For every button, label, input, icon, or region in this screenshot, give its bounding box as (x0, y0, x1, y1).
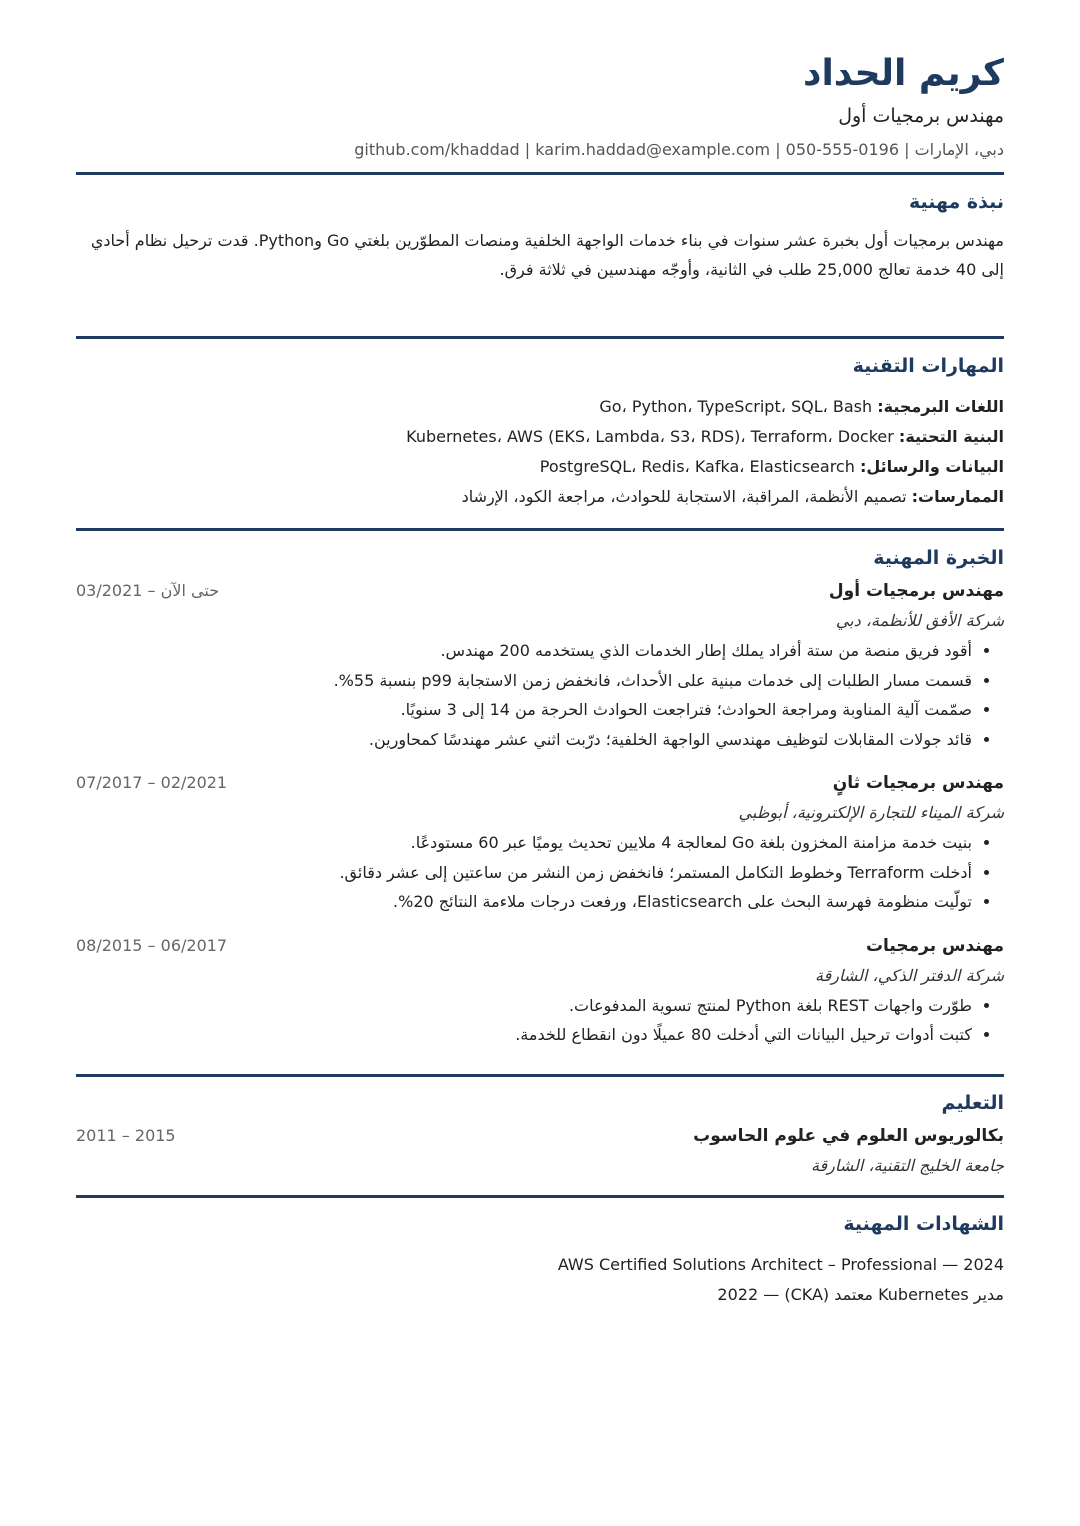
job-entry (76, 576, 1004, 754)
job-company: شركة الميناء للتجارة الإلكترونية، أبوظبي (738, 803, 1004, 822)
certifications-section (76, 1210, 1004, 1310)
job-dates: 08/2015 – 06/2017 (76, 935, 228, 955)
skill-line-infrastructure (76, 422, 1004, 452)
list-item: • بنيت خدمة مزامنة المخزون بلغة Go لمعالجة 4 ملايين تحديث يوميًا عبر 60 مستودعًا. (76, 828, 972, 858)
skill-label: اللغات البرمجية: (877, 397, 1004, 416)
certifications-heading: الشهادات المهنية (843, 1212, 1004, 1235)
job-bullets (76, 828, 1004, 917)
skill-line-languages (76, 392, 1004, 422)
resume-header (76, 50, 1004, 162)
section-divider (76, 172, 1004, 175)
skills-heading: المهارات التقنية (852, 355, 1004, 377)
summary-heading: نبذة مهنية (908, 191, 1004, 213)
list-item: • تولّيت منظومة فهرسة البحث على Elasticsearch، ورفعت درجات ملاءمة النتائج 20%. (76, 887, 972, 917)
section-divider (76, 1074, 1004, 1077)
education-heading: التعليم (941, 1091, 1004, 1114)
skill-line-practices (76, 482, 1004, 512)
skill-value: Go، Python، TypeScript، SQL، Bash (599, 397, 873, 416)
job-bullets (76, 991, 1004, 1050)
contact-line: دبي، الإمارات | github.com/khaddad | karim.haddad@example.com | 050-555-0196 (354, 140, 1004, 159)
job-entry (76, 931, 1004, 1050)
list-item: • قائد جولات المقابلات لتوظيف مهندسي الواجهة الخلفية؛ درّبت اثني عشر مهندسًا كمحاورين. (76, 725, 972, 755)
list-item: • قسمت مسار الطلبات إلى خدمات مبنية على الأحداث، فانخفض زمن الاستجابة p99 بنسبة 55%. (76, 666, 972, 696)
candidate-name: كريم الحداد (802, 53, 1004, 94)
degree-title: بكالوريوس العلوم في علوم الحاسوب (693, 1125, 1004, 1146)
skills-section (76, 352, 1004, 512)
job-title: مهندس برمجيات أول (828, 581, 1004, 601)
list-item: • أقود فريق منصة من ستة أفراد يملك إطار الخدمات الذي يستخدمه 200 مهندس. (76, 636, 972, 666)
summary-section (76, 188, 1004, 284)
job-company: شركة الدفتر الذكي، الشارقة (815, 965, 1004, 985)
job-bullets (76, 636, 1004, 754)
list-item: • كتبت أدوات ترحيل البيانات التي أدخلت 80 عميلًا دون انقطاع للخدمة. (76, 1020, 972, 1050)
candidate-title: مهندس برمجيات أول (838, 105, 1004, 127)
skill-value: PostgreSQL، Redis، Kafka، Elasticsearch (539, 457, 855, 476)
education-dates: 2011 – 2015 (76, 1125, 176, 1145)
school-name: جامعة الخليج التقنية، الشارقة (810, 1155, 1004, 1175)
experience-section (76, 544, 1004, 1050)
skill-value: Kubernetes، AWS (EKS، Lambda، S3، RDS)، Terraform، Docker (406, 427, 894, 446)
section-divider (76, 528, 1004, 531)
skill-label: البيانات والرسائل: (859, 457, 1004, 476)
skill-value: تصميم الأنظمة، المراقبة، الاستجابة للحوادث، مراجعة الكود، الإرشاد (461, 487, 907, 506)
list-item: • أدخلت Terraform وخطوط التكامل المستمر؛ فانخفض زمن النشر من ساعتين إلى عشر دقائق. (76, 858, 972, 888)
job-title: مهندس برمجيات ثانٍ (832, 773, 1004, 793)
job-title: مهندس برمجيات (865, 935, 1004, 956)
skill-label: البنية التحتية: (898, 427, 1004, 446)
certification-item: مدير Kubernetes معتمد (CKA) — 2022 (717, 1284, 1004, 1304)
summary-text: مهندس برمجيات أول بخبرة عشر سنوات في بناء خدمات الواجهة الخلفية ومنصات المطوّرين بلغتي Go وPython. قدت ترحيل نظام أحادي إلى 40 خدمة تعالج 25,000 طلب في الثانية، وأوجّه مهندسين في ثلاثة فرق. (90, 231, 1004, 279)
list-item: • صمّمت آلية المناوبة ومراجعة الحوادث؛ فتراجعت الحوادث الحرجة من 14 إلى 3 سنويًا. (76, 695, 972, 725)
certification-item: AWS Certified Solutions Architect – Professional — 2024 (557, 1254, 1004, 1274)
section-divider (76, 1195, 1004, 1198)
section-divider (76, 336, 1004, 339)
experience-heading: الخبرة المهنية (873, 547, 1004, 569)
skill-label: الممارسات: (911, 487, 1004, 506)
skill-line-data (76, 452, 1004, 482)
education-section (76, 1089, 1004, 1181)
job-dates: 03/2021 – حتى الآن (76, 581, 220, 600)
job-company: شركة الأفق للأنظمة، دبي (835, 611, 1004, 630)
job-dates: 07/2017 – 02/2021 (76, 773, 228, 792)
job-entry (76, 768, 1004, 917)
list-item: • طوّرت واجهات REST بلغة Python لمنتج تسوية المدفوعات. (76, 991, 972, 1021)
